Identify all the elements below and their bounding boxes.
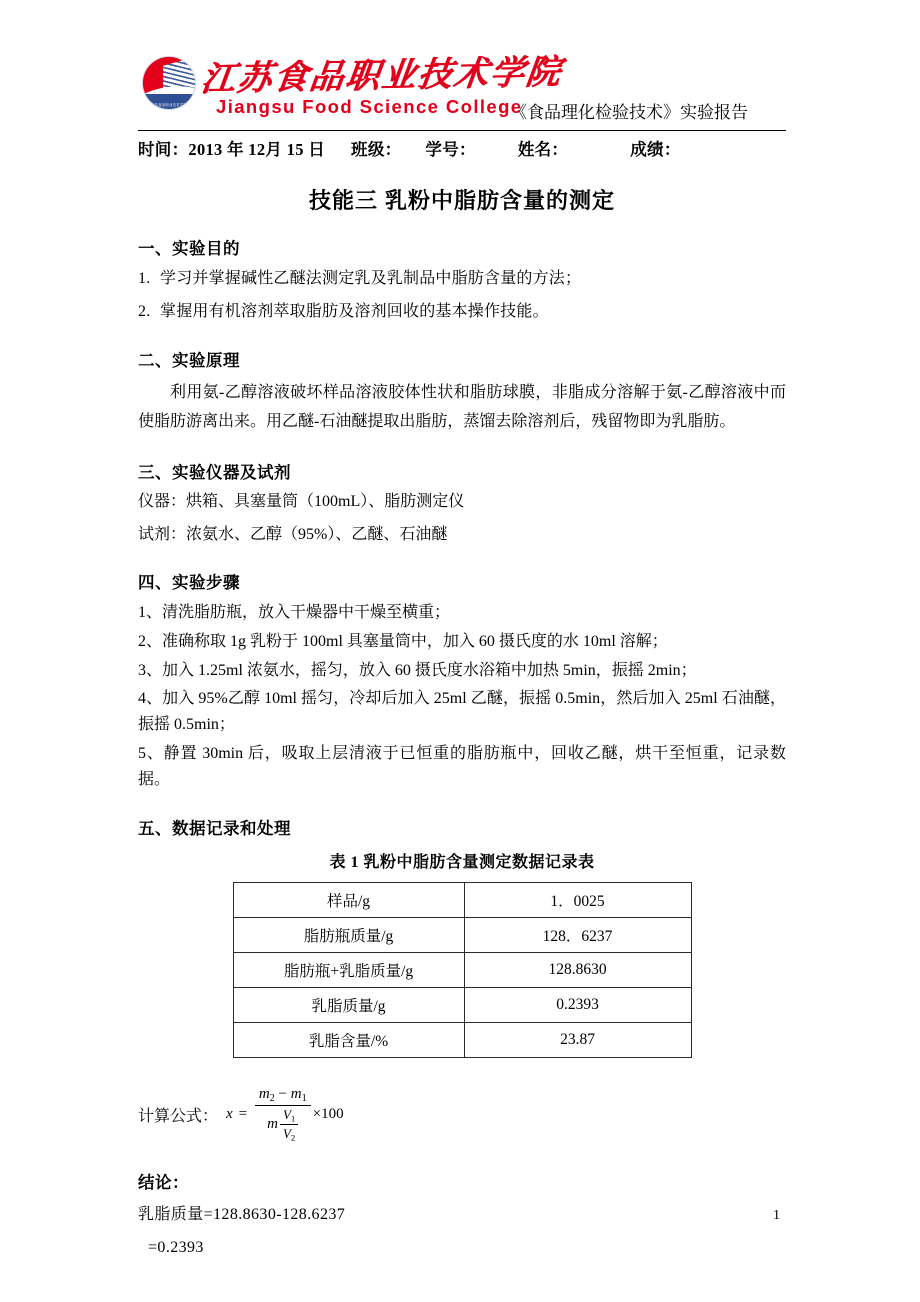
section-conclusion <box>138 1169 786 1259</box>
formula-main-fraction <box>255 1086 311 1143</box>
meta-line <box>138 136 786 160</box>
year-value: 2013 <box>188 140 223 159</box>
formula-v2: V <box>282 1126 291 1142</box>
section-apparatus <box>138 459 786 547</box>
formula-v1: V <box>282 1106 291 1122</box>
fat-content-formula <box>226 1086 344 1143</box>
student-id-label[interactable]: 学号： <box>425 140 476 159</box>
logo-badge-text: 江苏食品职业技术学院 <box>151 102 187 107</box>
list-item-text: 学习并掌握碱性乙醚法测定乳及乳制品中脂肪含量的方法； <box>160 270 582 287</box>
class-label[interactable]: 班级： <box>351 140 402 159</box>
table-cell-label: 样品/g <box>233 883 464 918</box>
year-unit: 年 <box>227 140 244 159</box>
formula-row <box>138 1086 786 1143</box>
college-logo-icon <box>138 54 200 112</box>
list-item-number: 1. <box>138 270 151 287</box>
list-item-text: 掌握用有机溶剂萃取脂肪及溶剂回收的基本操作技能。 <box>160 303 549 321</box>
formula-numerator <box>255 1086 311 1106</box>
section-heading-principle: 二、实验原理 <box>138 351 240 370</box>
score-label[interactable]: 成绩： <box>630 140 681 159</box>
table-cell-value: 0.2393 <box>464 988 691 1023</box>
table-cell-value: 23.87 <box>464 1023 691 1058</box>
table-cell-label: 乳脂质量/g <box>233 988 464 1023</box>
formula-v1-sub: 1 <box>290 1113 296 1124</box>
table-row <box>233 988 691 1023</box>
brand-name-chinese: 江苏食品职业技术学院 <box>198 52 565 100</box>
brand-name-english: Jiangsu Food Science College <box>216 96 523 117</box>
formula-lhs: x <box>226 1105 233 1122</box>
formula-m1: m <box>290 1086 302 1103</box>
formula-v2-sub: 2 <box>290 1132 296 1143</box>
section-heading-steps: 四、实验步骤 <box>138 573 240 592</box>
table-row <box>233 1023 691 1058</box>
formula-denominator <box>263 1106 302 1143</box>
conclusion-line: 乳脂质量=128.8630-128.6237 <box>138 1205 346 1223</box>
day-unit: 日 <box>308 140 326 159</box>
report-kind-title: 《食品理化检验技术》实验报告 <box>510 103 748 122</box>
header-divider <box>138 130 786 131</box>
table-cell-label: 乳脂含量/% <box>233 1023 464 1058</box>
apparatus-reagents: 试剂：浓氨水、乙醇（95%）、乙醚、石油醚 <box>138 525 448 543</box>
time-label: 时间： <box>138 140 189 159</box>
section-heading-conclusion: 结论： <box>138 1173 189 1192</box>
formula-m1-sub: 1 <box>301 1092 307 1104</box>
formula-v1-wrap <box>280 1107 298 1125</box>
conclusion-line: =0.2393 <box>148 1239 204 1257</box>
formula-m: m <box>267 1116 278 1133</box>
formula-m2: m <box>258 1086 270 1103</box>
step-item: 4、加入 95%乙醇 10ml 摇匀，冷却后加入 25ml 乙醚，振摇 0.5min，然后加入 25ml 石油醚，振摇 0.5min； <box>138 690 786 734</box>
table-row <box>233 883 691 918</box>
formula-inner-fraction <box>280 1107 298 1143</box>
table-cell-label: 脂肪瓶质量/g <box>233 918 464 953</box>
letterhead <box>138 52 786 124</box>
apparatus-instruments: 仪器：烘箱、具塞量筒（100mL）、脂肪测定仪 <box>138 492 465 510</box>
formula-times-100: ×100 <box>312 1105 344 1122</box>
section-steps <box>138 569 786 793</box>
formula-m2-sub: 2 <box>269 1092 275 1104</box>
formula-minus: − <box>278 1086 287 1103</box>
step-item: 5、静置 30min 后，吸取上层清液于已恒重的脂肪瓶中，回收乙醚，烘干至恒重，记录数据。 <box>138 745 786 789</box>
month-unit: 月 <box>265 140 283 159</box>
table-cell-value: 1．0025 <box>464 883 691 918</box>
table-cell-value: 128.8630 <box>464 953 691 988</box>
list-item-number: 2. <box>138 303 151 321</box>
section-data <box>138 815 786 1143</box>
table-row <box>233 918 691 953</box>
section-heading-apparatus: 三、实验仪器及试剂 <box>138 463 291 482</box>
day-value: 15 <box>286 140 304 159</box>
table-cell-value: 128．6237 <box>464 918 691 953</box>
page-number: 1 <box>773 1208 780 1223</box>
step-item: 3、加入 1.25ml 浓氨水，摇匀，放入 60 摄氏度水浴箱中加热 5min，振摇 2min； <box>138 661 697 679</box>
formula-v2-wrap <box>280 1125 298 1142</box>
table-caption: 表 1 乳粉中脂肪含量测定数据记录表 <box>329 854 595 872</box>
principle-paragraph: 利用氨-乙醇溶液破坏样品溶液胶体性状和脂肪球膜，非脂成分溶解于氨-乙醇溶液中而使脂肪游离出来。用乙醚-石油醚提取出脂肪，蒸馏去除溶剂后，残留物即为乳脂肪。 <box>138 383 786 431</box>
name-label[interactable]: 姓名： <box>517 140 569 159</box>
section-principle <box>138 347 786 437</box>
step-item: 2、准确称取 1g 乳粉于 100ml 具塞量筒中，加入 60 摄氏度的水 10ml 溶解； <box>138 632 668 650</box>
formula-equals: = <box>237 1105 248 1122</box>
page-title: 技能三 乳粉中脂肪含量的测定 <box>308 188 616 213</box>
list-item <box>138 299 786 324</box>
formula-label: 计算公式： <box>138 1107 219 1125</box>
section-heading-data: 五、数据记录和处理 <box>138 820 291 839</box>
page-content <box>138 52 786 1269</box>
table-row <box>233 953 691 988</box>
month-value: 12 <box>248 140 266 159</box>
section-purpose <box>138 235 786 325</box>
measurement-data-table <box>233 882 692 1058</box>
section-heading-purpose: 一、实验目的 <box>138 240 240 258</box>
step-item: 1、清洗脂肪瓶，放入干燥器中干燥至横重； <box>138 603 451 621</box>
list-item <box>138 266 786 291</box>
table-cell-label: 脂肪瓶+乳脂质量/g <box>233 953 464 988</box>
